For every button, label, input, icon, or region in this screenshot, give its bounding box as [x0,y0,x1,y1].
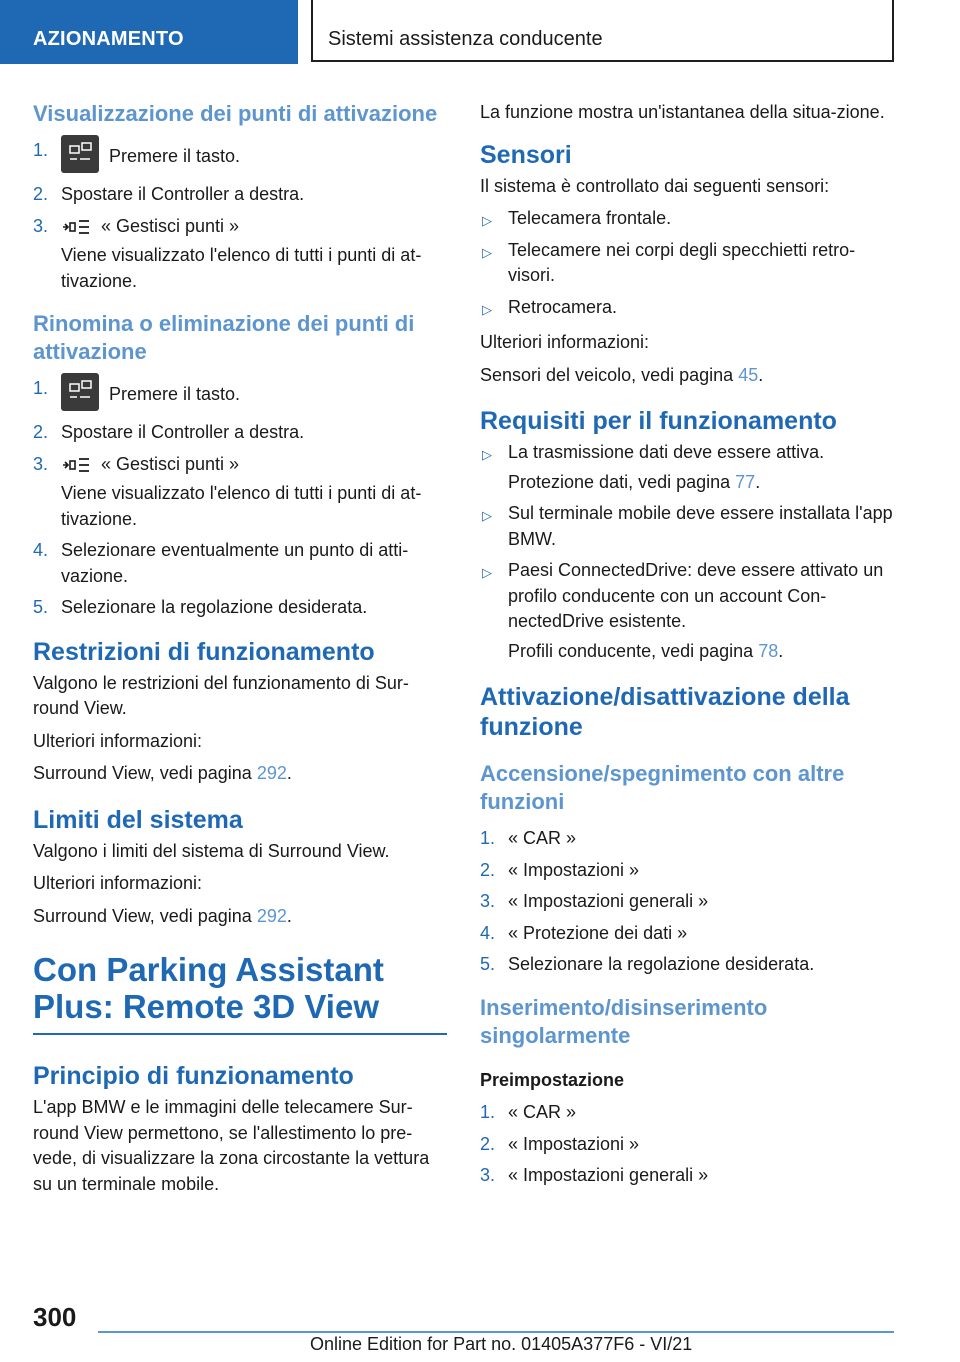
list-item: 4. Selezionare eventualmente un punto di atti-vazione. [33,540,409,586]
page-link[interactable]: 45 [738,364,759,385]
paragraph: Valgono i limiti del sistema di Surround View. [33,840,390,861]
chapter-heading-remote-3d-view: Con Parking Assistant Plus: Remote 3D View [33,951,384,1025]
page-link[interactable]: 77 [735,471,756,492]
list-item: 2. « Impostazioni » [480,1133,640,1154]
paragraph: Sensori del veicolo, vedi pagina 45. [480,364,764,385]
list-item: ▷ Paesi ConnectedDrive: deve essere attivato un profilo conducente con un account Con-nectedDrive esistente. Profili conducente, vedi pagina 78. [482,560,884,661]
list-item: 1. Premere il tasto. [33,138,449,176]
paragraph: Surround View, vedi pagina 292. [33,763,292,783]
paragraph: Surround View, vedi pagina 292. [33,905,292,926]
subheading-preimpostazione: Preimpostazione [480,1069,625,1090]
list-item: ▷ Retrocamera. [482,296,618,317]
paragraph: Ulteriori informazioni: [33,873,203,893]
steps-rinomina [33,376,449,621]
left-column [33,100,449,1204]
steps-accensione [480,826,896,978]
list-item: 3. « Gestisci punti » Viene visualizzato l'elenco di tutti i punti di at-tivazione. [33,453,422,529]
parking-camera-key-icon [61,135,99,173]
paragraph: Valgono le restrizioni del funzionamento di Sur-round View. [33,672,409,718]
paragraph: L'app BMW e le immagini delle telecamere Sur-round View permettono, se l'allestimento lo pre-vede, di visualizzare la zona circostante la vettura su un terminale mobile. [33,1097,430,1194]
list-item: 1. « CAR » [480,1102,577,1122]
list-item: 4. « Protezione dei dati » [480,922,688,943]
page-link[interactable]: 292 [256,905,287,926]
heading-rule [33,1033,447,1035]
list-item: ▷ Telecamera frontale. [482,208,672,228]
heading-inserimento: Inserimento/disinserimento singolarmente [480,994,768,1048]
paragraph: La funzione mostra un'istantanea della situa-zione. [480,102,885,122]
heading-attivazione: Attivazione/disattivazione della funzione [480,683,850,741]
page-link[interactable]: 78 [758,640,779,661]
heading-requisiti: Requisiti per il funzionamento [480,407,837,435]
manage-points-icon [61,218,91,236]
steps-preimpostazione [480,1100,896,1189]
list-item: 3. « Impostazioni generali » [480,1165,709,1185]
list-item: 2. Spostare il Controller a destra. [33,184,305,204]
paragraph: Ulteriori informazioni: [33,730,203,751]
paragraph: Ulteriori informazioni: [480,332,650,352]
list-item: 5. Selezionare la regolazione desiderata. [480,954,815,974]
heading-restrizioni: Restrizioni di funzionamento [33,637,375,666]
list-item: 5. Selezionare la regolazione desiderata. [33,597,368,617]
manage-points-icon [61,456,91,474]
section-tab [311,0,894,62]
requirements-list [480,440,896,664]
edition-footer: Online Edition for Part no. 01405A377F6 - VI/21 [310,1334,693,1354]
page-link[interactable]: 292 [256,763,287,783]
page-number: 300 [33,1302,77,1332]
list-item: 3. « Impostazioni generali » [480,891,709,911]
sensor-list [480,206,896,320]
list-item: 1. « CAR » [480,828,577,848]
parking-camera-key-icon [61,373,99,411]
list-item: 1. Premere il tasto. [33,376,449,414]
heading-limiti: Limiti del sistema [33,805,243,834]
right-column [480,100,896,1199]
list-item: ▷ Telecamere nei corpi degli specchietti retro-visori. [482,239,856,285]
chapter-title: AZIONAMENTO [33,28,184,50]
heading-principio: Principio di funzionamento [33,1062,354,1090]
heading-visualizzazione: Visualizzazione dei punti di attivazione [33,101,438,126]
list-item: 2. Spostare il Controller a destra. [33,422,305,442]
list-item: 2. « Impostazioni » [480,859,640,880]
heading-sensori: Sensori [480,140,572,169]
heading-accensione: Accensione/spegnimento con altre funzioni [480,761,845,814]
steps-visualizzazione [33,138,449,294]
section-title: Sistemi assistenza conducente [328,28,603,50]
list-item: ▷ La trasmissione dati deve essere attiva. Protezione dati, vedi pagina 77. [482,442,825,492]
paragraph: Il sistema è controllato dai seguenti sensori: [480,175,830,196]
heading-rinomina: Rinomina o eliminazione dei punti di attivazione [33,311,415,364]
footer-rule [98,1331,894,1333]
chapter-tab [0,0,298,64]
list-item: ▷ Sul terminale mobile deve essere installata l'app BMW. [482,503,893,549]
list-item: 3. « Gestisci punti » Viene visualizzato l'elenco di tutti i punti di at-tivazione. [33,215,422,291]
